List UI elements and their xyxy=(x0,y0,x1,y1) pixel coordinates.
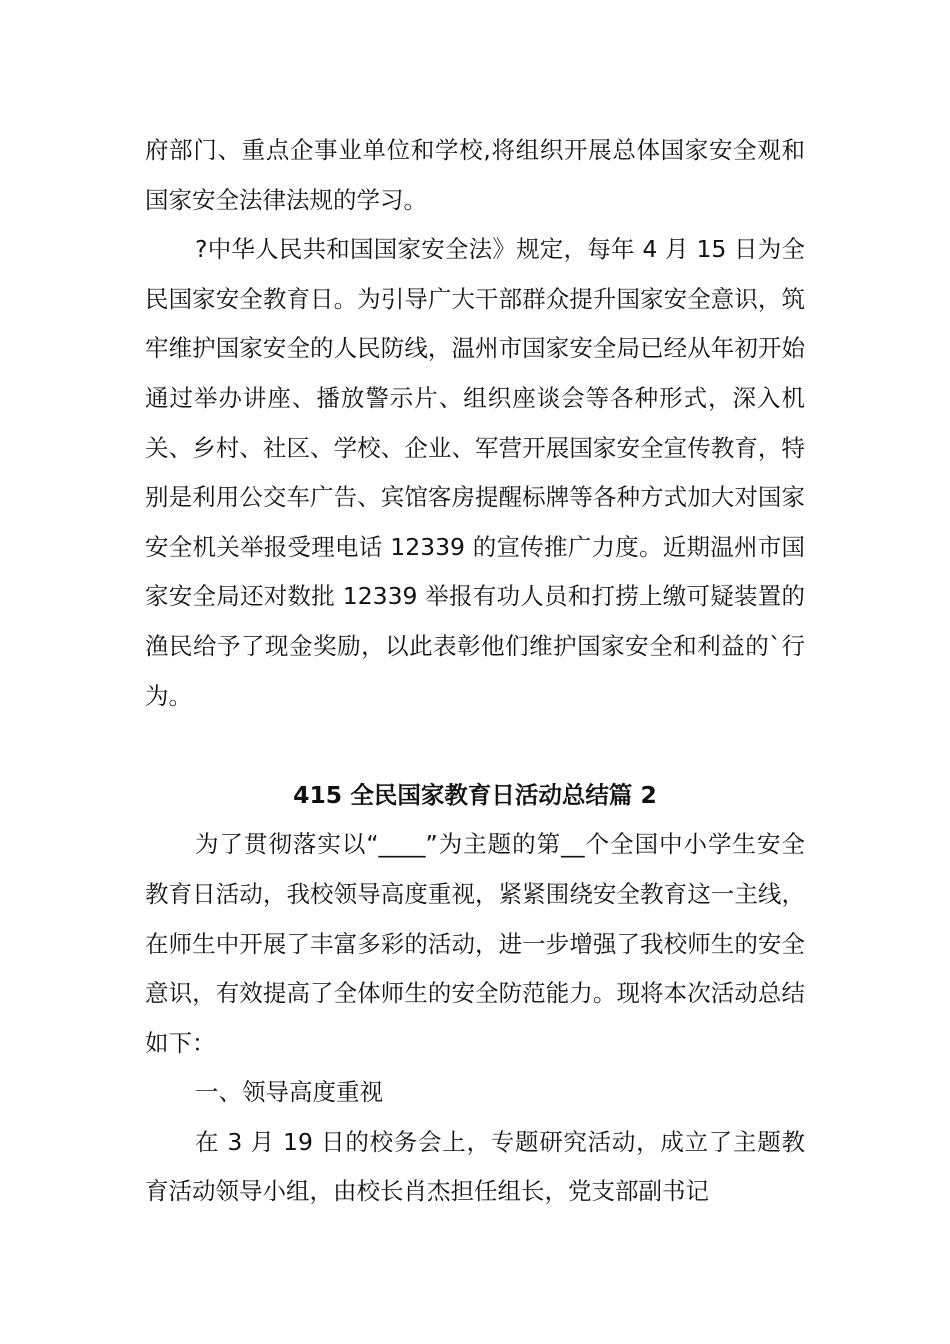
paragraph-activity-intro: 为了贯彻落实以“____”为主题的第__个全国中小学生安全教育日活动，我校领导高度重视，紧紧围绕安全教育这一主线，在师生中开展了丰富多彩的活动，进一步增强了我校师生的安全意识，有效提高了全体师生的安全防范能力。现将本次活动总结如下： xyxy=(145,830,805,1057)
paragraph-continued: 府部门、重点企事业单位和学校,将组织开展总体国家安全观和国家安全法律法规的学习。 xyxy=(145,136,805,214)
section-spacer xyxy=(145,721,805,771)
paragraph-security-law: ?中华人民共和国国家安全法》规定，每年 4 月 15 日为全民国家安全教育日。为引导广大干部群众提升国家安全意识，筑牢维护国家安全的人民防线，温州市国家安全局已经从年初开始通过举办讲座、播放警示片、组织座谈会等各种形式，深入机关、乡村、社区、学校、企业、军营开展国家安全宣传教育，特别是利用公交车广告、宾馆客房提醒标牌等各种方式加大对国家安全机关举报受理电话 12339 的宣传推广力度。近期温州市国家安全局还对数批 12339 举报有功人员和打捞上缴可疑装置的渔民给予了现金奖励，以此表彰他们维护国家安全和利益的`行为。 xyxy=(145,235,805,710)
document-body xyxy=(145,126,805,1217)
section-heading: 415 全民国家教育日活动总结篇 2 xyxy=(293,780,657,809)
paragraph-meeting: 在 3 月 19 日的校务会上，专题研究活动，成立了主题教育活动领导小组，由校长肖杰担任组长，党支部副书记 xyxy=(145,1127,805,1206)
subheading-leadership: 一、领导高度重视 xyxy=(195,1078,383,1107)
